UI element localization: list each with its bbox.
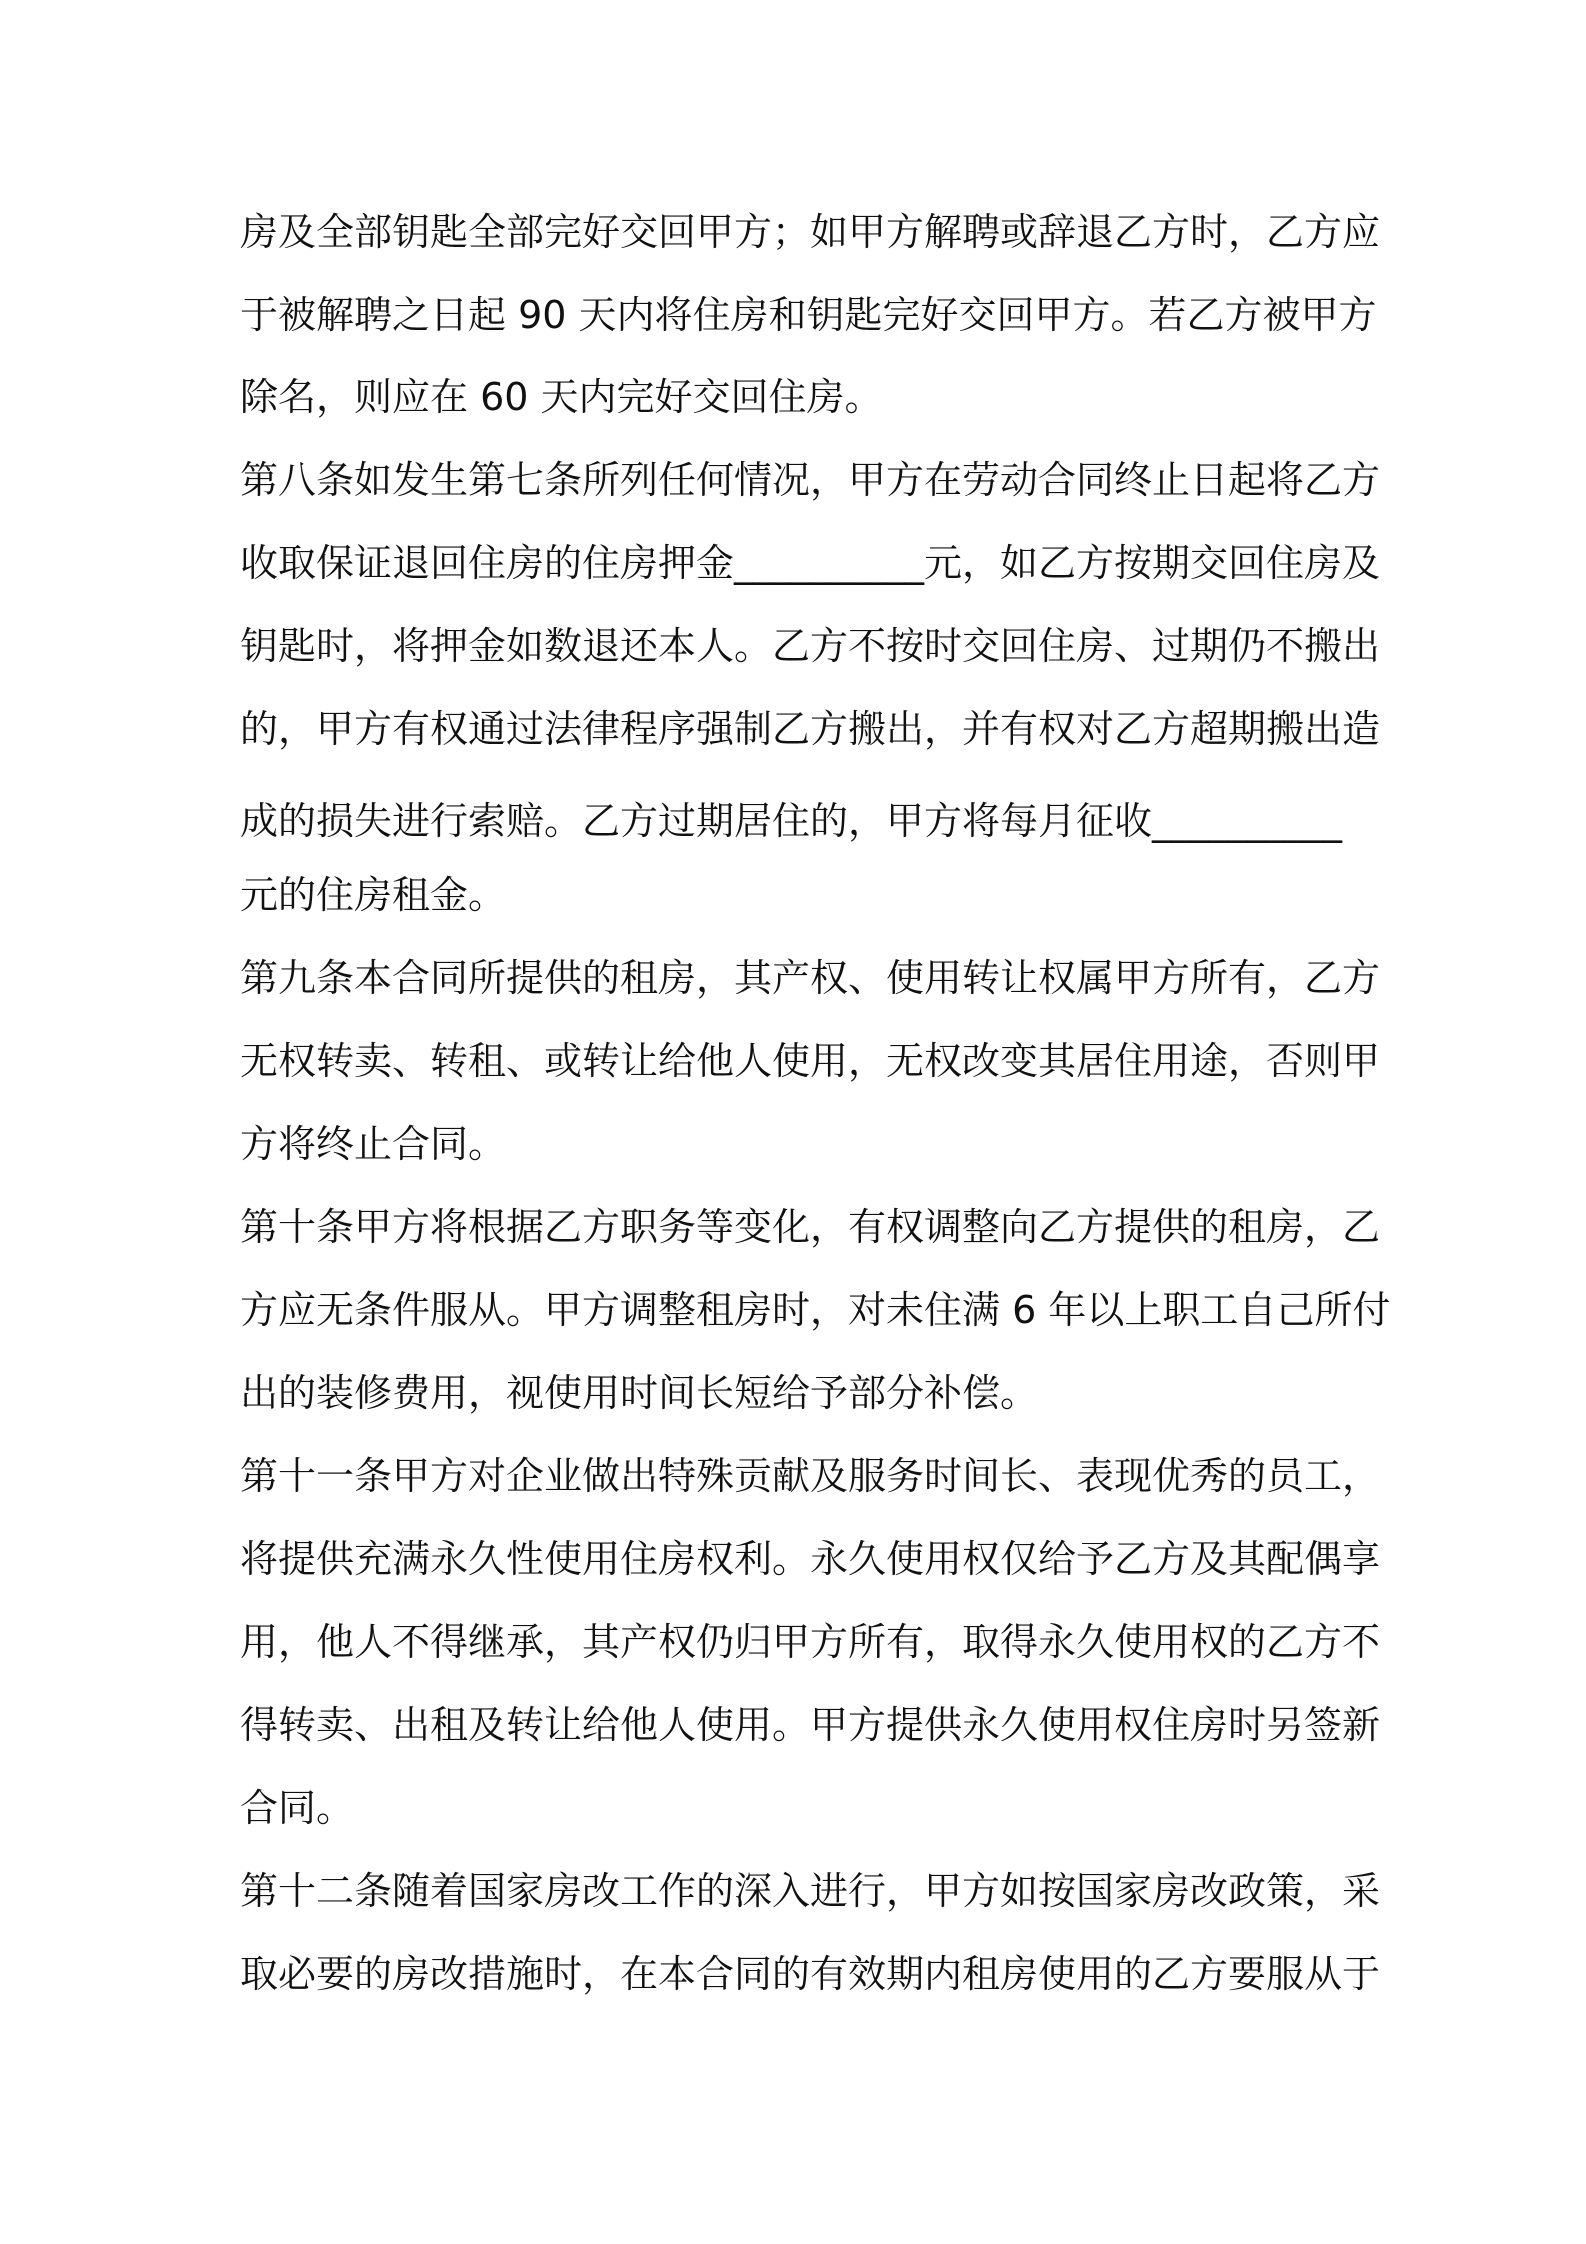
text-line: 出的装修费用，视使用时间长短给予部分补偿。 (240, 1371, 1039, 1415)
text-line: 元的住房租金。 (240, 873, 507, 917)
text-line: 第八条如发生第七条所列任何情况，甲方在劳动合同终止日起将乙方 (240, 458, 1381, 502)
text-line: 于被解聘之日起 90 天内将住房和钥匙完好交回甲方。若乙方被甲方 (240, 293, 1377, 337)
text-line: 无权转卖、转租、或转让给他人使用，无权改变其居住用途，否则甲 (240, 1039, 1381, 1083)
text-line: 用，他人不得继承，其产权仍归甲方所有，取得永久使用权的乙方不 (240, 1620, 1381, 1664)
text-line: 第十一条甲方对企业做出特殊贡献及服务时间长、表现优秀的员工， (240, 1454, 1381, 1498)
text-line: 方将终止合同。 (240, 1122, 507, 1166)
text-line: 方应无条件服从。甲方调整租房时，对未住满 6 年以上职工自己所付 (240, 1288, 1391, 1332)
text-line: 房及全部钥匙全部完好交回甲方；如甲方解聘或辞退乙方时，乙方应 (240, 210, 1381, 254)
text-line: 除名，则应在 60 天内完好交回住房。 (240, 375, 883, 419)
text-line: 第九条本合同所提供的租房，其产权、使用转让权属甲方所有，乙方 (240, 956, 1381, 1000)
text-line: 收取保证退回住房的住房押金__________元，如乙方按期交回住房及 (240, 541, 1381, 585)
text-line: 第十条甲方将根据乙方职务等变化，有权调整向乙方提供的租房，乙 (240, 1205, 1381, 1249)
text-line: 合同。 (240, 1786, 355, 1830)
text-line: 钥匙时，将押金如数退还本人。乙方不按时交回住房、过期仍不搬出 (240, 624, 1381, 668)
text-line: 的，甲方有权通过法律程序强制乙方搬出，并有权对乙方超期搬出造 (240, 707, 1381, 751)
text-line: 第十二条随着国家房改工作的深入进行，甲方如按国家房改政策，采 (240, 1869, 1381, 1913)
text-line: 成的损失进行索赔。乙方过期居住的，甲方将每月征收__________ (240, 799, 1343, 843)
text-line: 得转卖、出租及转让给他人使用。甲方提供永久使用权住房时另签新 (240, 1703, 1381, 1747)
text-line: 将提供充满永久性使用住房权利。永久使用权仅给予乙方及其配偶享 (240, 1537, 1381, 1581)
text-line: 取必要的房改措施时，在本合同的有效期内租房使用的乙方要服从于 (240, 1952, 1381, 1996)
